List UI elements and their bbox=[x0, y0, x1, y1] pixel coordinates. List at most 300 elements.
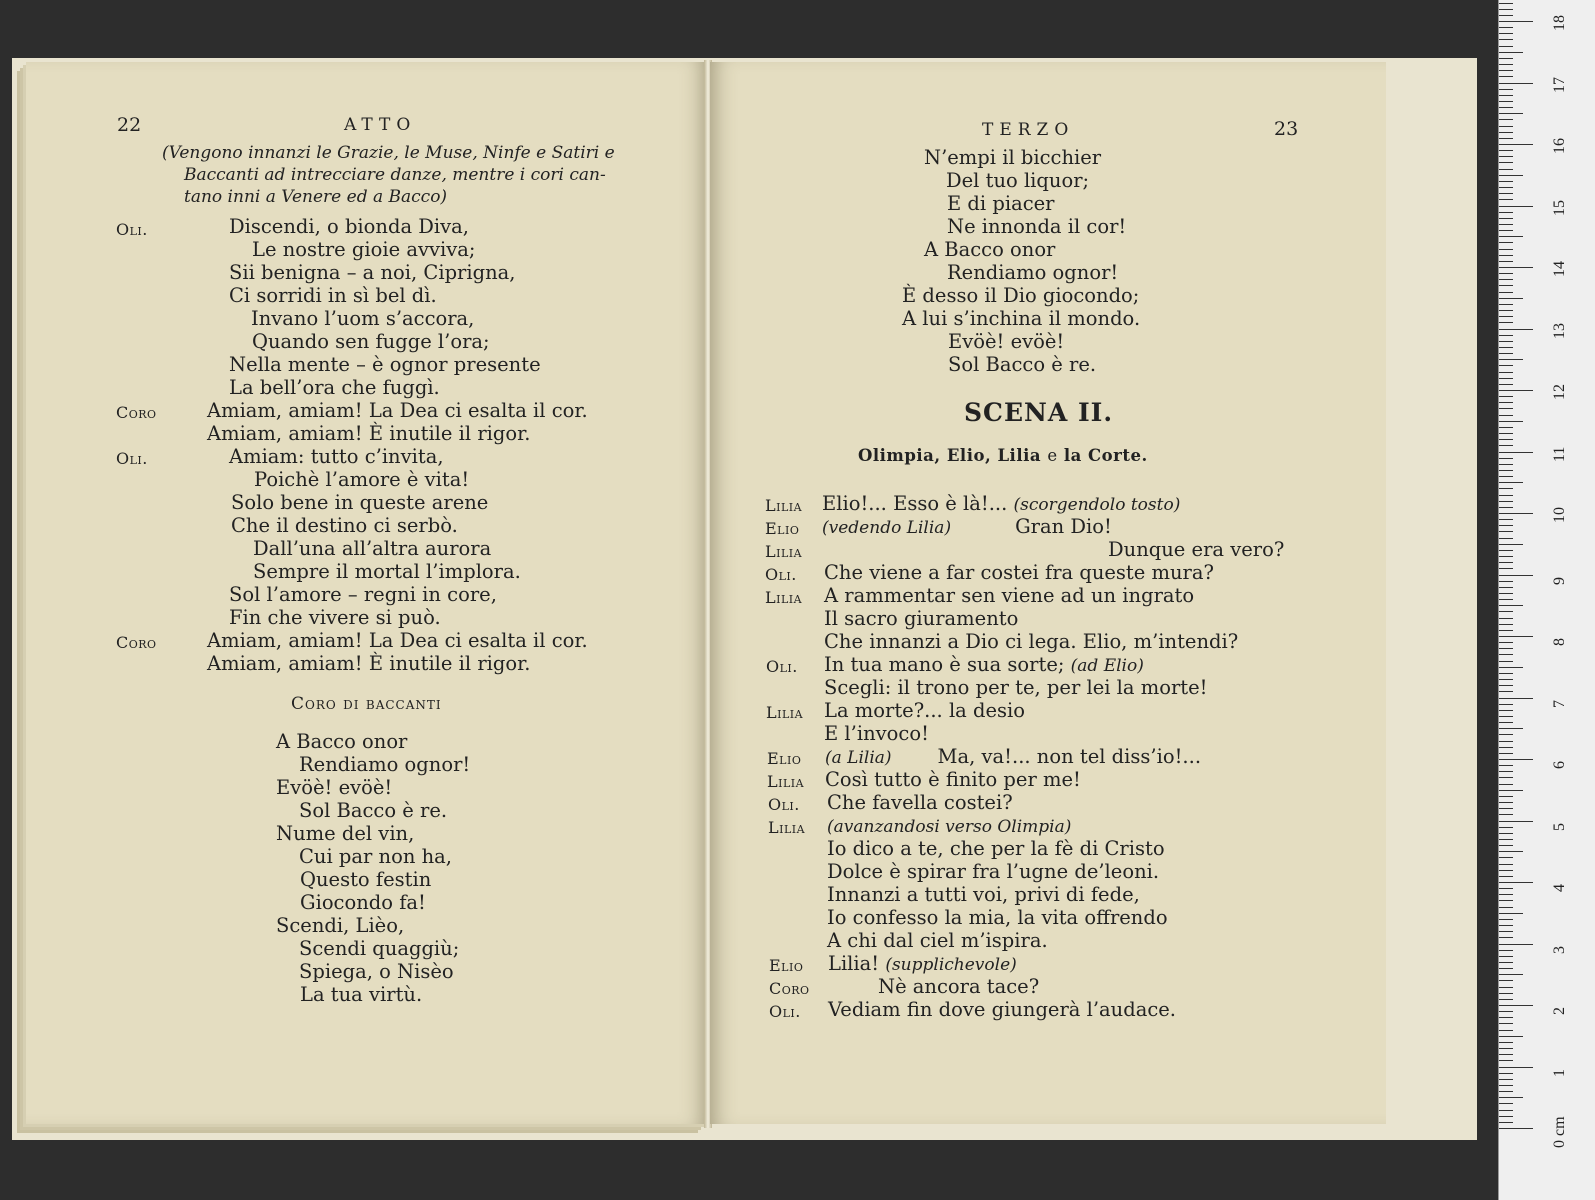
verse-line: Poichè l’amore è vita! bbox=[254, 468, 470, 491]
chorus-verse: Cui par non ha, bbox=[299, 845, 452, 868]
chorus-heading: Coro di baccanti bbox=[291, 694, 442, 714]
ruler-tick bbox=[1499, 224, 1513, 225]
ruler-tick bbox=[1499, 113, 1523, 114]
speaker-label: Coro bbox=[116, 633, 157, 652]
ruler-tick bbox=[1499, 857, 1513, 858]
characters-line bbox=[858, 446, 1148, 465]
ruler-tick bbox=[1499, 347, 1513, 348]
characters-names: Olimpia, Elio, Lilia bbox=[858, 446, 1042, 465]
ruler-tick bbox=[1499, 70, 1513, 71]
ruler-number: 3 bbox=[1551, 945, 1568, 954]
verse-line: Amiam: tutto c’invita, bbox=[229, 445, 444, 468]
ruler-tick bbox=[1499, 402, 1513, 403]
speaker-label: Elio bbox=[769, 956, 804, 975]
ruler-tick bbox=[1499, 421, 1523, 422]
ruler-tick bbox=[1499, 261, 1513, 262]
ruler-tick bbox=[1499, 452, 1533, 453]
stage-direction-line: (Vengono innanzi le Grazie, le Muse, Ninfe e Satiri e bbox=[162, 143, 615, 163]
running-head-left: ATTO bbox=[344, 115, 417, 135]
ruler-tick bbox=[1499, 384, 1513, 385]
ruler-tick bbox=[1499, 378, 1513, 379]
verse-line: E di piacer bbox=[947, 192, 1055, 215]
ruler-tick bbox=[1499, 507, 1513, 508]
ruler-number: 10 bbox=[1551, 507, 1568, 523]
ruler-tick bbox=[1499, 937, 1513, 938]
ruler-tick bbox=[1499, 704, 1513, 705]
ruler-tick bbox=[1499, 39, 1513, 40]
ruler-tick bbox=[1499, 21, 1533, 22]
ruler-tick bbox=[1499, 710, 1513, 711]
ruler-tick bbox=[1499, 329, 1533, 330]
dialogue-line: Dunque era vero? bbox=[1108, 538, 1285, 561]
dialogue-text: In tua mano è sua sorte; bbox=[824, 653, 1065, 676]
verse-line: È desso il Dio giocondo; bbox=[902, 284, 1140, 307]
speaker-label: Lilia bbox=[766, 703, 804, 722]
dialogue-line: Io dico a te, che per la fè di Cristo bbox=[827, 837, 1165, 860]
ruler-tick bbox=[1499, 1036, 1523, 1037]
ruler-tick bbox=[1499, 353, 1513, 354]
ruler-tick bbox=[1499, 747, 1513, 748]
ruler-tick bbox=[1499, 193, 1513, 194]
ruler-tick bbox=[1499, 1128, 1533, 1129]
verse-line: Amiam, amiam! È inutile il rigor. bbox=[207, 652, 531, 675]
ruler-tick bbox=[1499, 784, 1513, 785]
ruler-tick bbox=[1499, 212, 1513, 213]
ruler-tick bbox=[1499, 458, 1513, 459]
dialogue-line: Che favella costei? bbox=[827, 791, 1013, 814]
speaker-label: Oli. bbox=[766, 657, 798, 676]
dialogue-line: Vediam fin dove giungerà l’audace. bbox=[828, 998, 1177, 1021]
ruler-tick bbox=[1499, 150, 1513, 151]
ruler-tick bbox=[1499, 1085, 1513, 1086]
stage-direction: (a Lilia) bbox=[825, 748, 892, 768]
ruler-tick bbox=[1499, 83, 1533, 84]
ruler-tick bbox=[1499, 1017, 1513, 1018]
ruler-tick bbox=[1499, 175, 1523, 176]
ruler-tick bbox=[1499, 685, 1513, 686]
ruler-tick bbox=[1499, 390, 1533, 391]
ruler-tick bbox=[1499, 89, 1513, 90]
ruler-tick bbox=[1499, 673, 1513, 674]
speaker-label: Oli. bbox=[116, 449, 148, 468]
verse-line: Quando sen fugge l’ora; bbox=[252, 330, 490, 353]
ruler-tick bbox=[1499, 273, 1513, 274]
ruler-tick bbox=[1499, 864, 1513, 865]
dialogue-line: Io confesso la mia, la vita offrendo bbox=[827, 906, 1168, 929]
dialogue-line: Che innanzi a Dio ci lega. Elio, m’intendi? bbox=[824, 630, 1239, 653]
speaker-label: Coro bbox=[116, 403, 157, 422]
ruler-tick bbox=[1499, 999, 1513, 1000]
ruler-tick bbox=[1499, 101, 1513, 102]
dialogue-line: Dolce è spirar fra l’ugne de’leoni. bbox=[827, 860, 1160, 883]
chorus-verse: Evöè! evöè! bbox=[276, 776, 393, 799]
chorus-verse: Rendiamo ognor! bbox=[299, 753, 471, 776]
ruler-tick bbox=[1499, 408, 1513, 409]
ruler-number: 7 bbox=[1551, 699, 1568, 708]
ruler-tick bbox=[1499, 968, 1513, 969]
ruler-tick bbox=[1499, 1116, 1513, 1117]
ruler-tick bbox=[1499, 870, 1513, 871]
speaker-label: Coro bbox=[769, 979, 810, 998]
dialogue-line: Innanzi a tutti voi, privi di fede, bbox=[827, 883, 1140, 906]
dialogue-line: Nè ancora tace? bbox=[878, 975, 1040, 998]
ruler-tick bbox=[1499, 310, 1513, 311]
speaker-label: Elio bbox=[765, 519, 800, 538]
ruler-tick bbox=[1499, 1048, 1513, 1049]
verse-line: Dall’una all’altra aurora bbox=[253, 537, 492, 560]
ruler-number: 16 bbox=[1551, 138, 1568, 154]
verse-line: Discendi, o bionda Diva, bbox=[229, 215, 469, 238]
dialogue-text: Gran Dio! bbox=[1015, 515, 1112, 538]
ruler-tick bbox=[1499, 470, 1513, 471]
ruler-tick bbox=[1499, 1091, 1513, 1092]
ruler-number: 18 bbox=[1551, 15, 1568, 31]
ruler-tick bbox=[1499, 1097, 1523, 1098]
ruler-tick bbox=[1499, 249, 1513, 250]
scene-heading: SCENA II. bbox=[964, 398, 1114, 427]
ruler-tick bbox=[1499, 913, 1523, 914]
ruler-tick bbox=[1499, 888, 1513, 889]
ruler-tick bbox=[1499, 568, 1513, 569]
dialogue-text: Ma, va!... non tel diss’io!... bbox=[937, 745, 1202, 768]
ruler-tick bbox=[1499, 667, 1523, 668]
ruler-tick bbox=[1499, 236, 1523, 237]
ruler-tick bbox=[1499, 445, 1513, 446]
ruler-tick bbox=[1499, 642, 1513, 643]
ruler-tick bbox=[1499, 279, 1513, 280]
dialogue-line: Scegli: il trono per te, per lei la morte! bbox=[824, 676, 1208, 699]
ruler-number: 13 bbox=[1551, 322, 1568, 339]
ruler-tick bbox=[1499, 716, 1513, 717]
ruler-tick bbox=[1499, 987, 1513, 988]
ruler-tick bbox=[1499, 33, 1513, 34]
ruler-tick bbox=[1499, 415, 1513, 416]
page-number-left: 22 bbox=[117, 114, 142, 136]
ruler-tick bbox=[1499, 242, 1513, 243]
chorus-verse: Spiega, o Nisèo bbox=[299, 960, 454, 983]
ruler-tick bbox=[1499, 76, 1513, 77]
ruler-tick bbox=[1499, 900, 1513, 901]
ruler-tick bbox=[1499, 722, 1513, 723]
ruler-tick bbox=[1499, 796, 1513, 797]
ruler-tick bbox=[1499, 907, 1513, 908]
verse-line: Sol Bacco è re. bbox=[948, 353, 1097, 376]
verse-line: Ne innonda il cor! bbox=[947, 215, 1127, 238]
ruler-tick bbox=[1499, 759, 1533, 760]
dialogue-text: Lilia! bbox=[828, 952, 880, 975]
ruler-tick bbox=[1499, 162, 1513, 163]
ruler-tick bbox=[1499, 827, 1513, 828]
ruler-tick bbox=[1499, 556, 1513, 557]
ruler-tick bbox=[1499, 919, 1513, 920]
verse-line: Amiam, amiam! La Dea ci esalta il cor. bbox=[207, 399, 588, 422]
ruler-tick bbox=[1499, 144, 1533, 145]
ruler-tick bbox=[1499, 728, 1523, 729]
ruler-tick bbox=[1499, 661, 1513, 662]
ruler-tick bbox=[1499, 734, 1513, 735]
verse-line: Del tuo liquor; bbox=[946, 169, 1090, 192]
speaker-label: Lilia bbox=[765, 588, 803, 607]
ruler-tick bbox=[1499, 550, 1513, 551]
ruler-tick bbox=[1499, 181, 1513, 182]
ruler-tick bbox=[1499, 132, 1513, 133]
ruler-tick bbox=[1499, 27, 1513, 28]
dialogue-line bbox=[822, 493, 1180, 516]
ruler-tick bbox=[1499, 777, 1513, 778]
ruler-tick bbox=[1499, 488, 1513, 489]
ruler-tick bbox=[1499, 107, 1513, 108]
dialogue-text: Elio!... Esso è là!... bbox=[822, 492, 1008, 515]
ruler-tick bbox=[1499, 1110, 1513, 1111]
ruler-tick bbox=[1499, 138, 1513, 139]
verse-line: A Bacco onor bbox=[924, 238, 1056, 261]
ruler-tick bbox=[1499, 845, 1513, 846]
ruler-tick bbox=[1499, 64, 1513, 65]
ruler-tick bbox=[1499, 624, 1513, 625]
ruler-tick bbox=[1499, 396, 1513, 397]
ruler-tick bbox=[1499, 839, 1513, 840]
ruler-tick bbox=[1499, 501, 1513, 502]
ruler-tick bbox=[1499, 931, 1513, 932]
chorus-verse: Scendi, Lièo, bbox=[276, 914, 405, 937]
ruler-tick bbox=[1499, 698, 1533, 699]
ruler-tick bbox=[1499, 575, 1533, 576]
ruler-tick bbox=[1499, 126, 1513, 127]
ruler-tick bbox=[1499, 593, 1513, 594]
ruler-tick bbox=[1499, 833, 1513, 834]
verse-line: Fin che vivere si può. bbox=[229, 606, 441, 629]
speaker-label: Oli. bbox=[768, 795, 800, 814]
verse-line: Evöè! evöè! bbox=[948, 330, 1065, 353]
ruler-tick bbox=[1499, 476, 1513, 477]
ruler-tick bbox=[1499, 1042, 1513, 1043]
stage-direction: (vedendo Lilia) bbox=[822, 518, 952, 538]
ruler-tick bbox=[1499, 525, 1513, 526]
ruler-number: 14 bbox=[1551, 261, 1568, 277]
ruler-tick bbox=[1499, 156, 1513, 157]
ruler-tick bbox=[1499, 1023, 1513, 1024]
ruler-tick bbox=[1499, 169, 1513, 170]
ruler-tick bbox=[1499, 894, 1513, 895]
ruler-tick bbox=[1499, 630, 1513, 631]
ruler-tick bbox=[1499, 562, 1513, 563]
ruler-tick bbox=[1499, 439, 1513, 440]
stage-direction-line: Baccanti ad intrecciare danze, mentre i cori can- bbox=[184, 165, 606, 185]
ruler-tick bbox=[1499, 304, 1513, 305]
ruler-tick bbox=[1499, 372, 1513, 373]
ruler-tick bbox=[1499, 322, 1513, 323]
ruler-tick bbox=[1499, 950, 1513, 951]
ruler-tick bbox=[1499, 58, 1513, 59]
ruler-number: 12 bbox=[1551, 384, 1568, 400]
ruler-tick bbox=[1499, 821, 1533, 822]
ruler-number: 8 bbox=[1551, 638, 1568, 646]
ruler-tick bbox=[1499, 495, 1513, 496]
dialogue-line: Così tutto è finito per me! bbox=[825, 768, 1081, 791]
dialogue-line: A chi dal ciel m’ispira. bbox=[827, 929, 1048, 952]
ruler-tick bbox=[1499, 531, 1513, 532]
dialogue-line: E l’invoco! bbox=[824, 722, 929, 745]
verse-line: Sempre il mortal l’implora. bbox=[253, 560, 521, 583]
verse-line: Le nostre gioie avviva; bbox=[252, 238, 476, 261]
characters-court: la Corte. bbox=[1063, 446, 1148, 465]
ruler-tick bbox=[1499, 316, 1513, 317]
ruler-tick bbox=[1499, 52, 1523, 53]
ruler-tick bbox=[1499, 464, 1513, 465]
ruler-tick bbox=[1499, 636, 1533, 637]
ruler-tick bbox=[1499, 1060, 1513, 1061]
stage-direction-line: tano inni a Venere ed a Bacco) bbox=[184, 187, 448, 207]
verse-line: Sol l’amore – regni in core, bbox=[229, 583, 497, 606]
ruler-tick bbox=[1499, 741, 1513, 742]
stage-direction: (supplichevole) bbox=[885, 955, 1017, 975]
verse-line: Che il destino ci serbò. bbox=[231, 514, 458, 537]
ruler-tick bbox=[1499, 218, 1513, 219]
ruler-tick bbox=[1499, 1005, 1533, 1006]
ruler-tick bbox=[1499, 544, 1523, 545]
characters-conjunction: e bbox=[1047, 446, 1058, 465]
ruler-tick bbox=[1499, 654, 1513, 655]
ruler-tick bbox=[1499, 802, 1513, 803]
chorus-verse: Sol Bacco è re. bbox=[299, 799, 448, 822]
verse-line: Solo bene in queste arene bbox=[231, 491, 489, 514]
ruler-tick bbox=[1499, 679, 1513, 680]
ruler-tick bbox=[1499, 206, 1533, 207]
ruler-tick bbox=[1499, 974, 1523, 975]
ruler-tick bbox=[1499, 1054, 1513, 1055]
ruler-tick bbox=[1499, 944, 1533, 945]
dialogue-line bbox=[822, 516, 1112, 539]
ruler-tick bbox=[1499, 808, 1513, 809]
verse-line: Sii benigna – a noi, Ciprigna, bbox=[229, 261, 516, 284]
ruler-tick bbox=[1499, 538, 1513, 539]
ruler-number: 15 bbox=[1551, 199, 1568, 216]
ruler-tick bbox=[1499, 581, 1513, 582]
ruler-tick bbox=[1499, 15, 1513, 16]
ruler-tick bbox=[1499, 925, 1513, 926]
ruler-tick bbox=[1499, 341, 1513, 342]
ruler-tick bbox=[1499, 482, 1523, 483]
speaker-label: Oli. bbox=[116, 220, 148, 239]
verse-line: Amiam, amiam! La Dea ci esalta il cor. bbox=[207, 629, 588, 652]
ruler-tick bbox=[1499, 1079, 1513, 1080]
speaker-label: Lilia bbox=[765, 542, 803, 561]
ruler-number: 1 bbox=[1551, 1068, 1568, 1077]
verse-line: Ci sorridi in sì bel dì. bbox=[229, 284, 437, 307]
ruler-tick bbox=[1499, 199, 1513, 200]
ruler-number: 17 bbox=[1551, 76, 1568, 93]
chorus-verse: Questo festin bbox=[300, 868, 432, 891]
speaker-label: Lilia bbox=[768, 818, 806, 837]
ruler-unit-label: 0 cm bbox=[1551, 1116, 1568, 1148]
ruler-tick bbox=[1499, 230, 1513, 231]
chorus-verse: La tua virtù. bbox=[300, 983, 423, 1006]
verse-line: Invano l’uom s’accora, bbox=[251, 307, 475, 330]
ruler-tick bbox=[1499, 1122, 1513, 1123]
ruler-number: 5 bbox=[1551, 822, 1568, 831]
ruler-tick bbox=[1499, 691, 1513, 692]
dialogue-line: La morte?... la desio bbox=[824, 699, 1026, 722]
ruler-tick bbox=[1499, 285, 1513, 286]
ruler-tick bbox=[1499, 267, 1533, 268]
ruler-tick bbox=[1499, 962, 1513, 963]
stage-direction: (ad Elio) bbox=[1070, 656, 1144, 676]
verse-line: La bell’ora che fuggì. bbox=[229, 376, 440, 399]
ruler-tick bbox=[1499, 119, 1513, 120]
ruler-tick bbox=[1499, 359, 1523, 360]
speaker-label: Oli. bbox=[765, 565, 797, 584]
ruler-tick bbox=[1499, 765, 1513, 766]
ruler-tick bbox=[1499, 365, 1513, 366]
ruler-tick bbox=[1499, 95, 1513, 96]
ruler-tick bbox=[1499, 753, 1513, 754]
ruler-tick bbox=[1499, 433, 1513, 434]
ruler-tick bbox=[1499, 292, 1513, 293]
ruler-tick bbox=[1499, 648, 1513, 649]
verse-line: Rendiamo ognor! bbox=[947, 261, 1119, 284]
ruler-tick bbox=[1499, 993, 1513, 994]
dialogue-line: Il sacro giuramento bbox=[824, 607, 1019, 630]
verse-line: N’empi il bicchier bbox=[924, 146, 1102, 169]
stage-direction: (avanzandosi verso Olimpia) bbox=[827, 817, 1072, 837]
speaker-label: Lilia bbox=[765, 496, 803, 515]
ruler-tick bbox=[1499, 255, 1513, 256]
ruler-tick bbox=[1499, 876, 1513, 877]
chorus-verse: A Bacco onor bbox=[276, 730, 408, 753]
page-number-right: 23 bbox=[1274, 118, 1299, 140]
ruler-tick bbox=[1499, 771, 1513, 772]
ruler-tick bbox=[1499, 3, 1513, 4]
ruler-tick bbox=[1499, 605, 1523, 606]
ruler-tick bbox=[1499, 882, 1533, 883]
ruler-tick bbox=[1499, 956, 1513, 957]
dialogue-line: Che viene a far costei fra queste mura? bbox=[824, 561, 1214, 584]
chorus-verse: Scendi quaggiù; bbox=[299, 937, 460, 960]
chorus-verse: Nume del vin, bbox=[276, 822, 415, 845]
verse-line: A lui s’inchina il mondo. bbox=[902, 307, 1141, 330]
ruler-number: 9 bbox=[1551, 576, 1568, 585]
ruler-number: 6 bbox=[1551, 761, 1568, 769]
ruler-tick bbox=[1499, 513, 1533, 514]
ruler-number: 2 bbox=[1551, 1007, 1568, 1015]
ruler-tick bbox=[1499, 1011, 1513, 1012]
ruler-tick bbox=[1499, 1073, 1513, 1074]
ruler-tick bbox=[1499, 298, 1523, 299]
ruler-tick bbox=[1499, 611, 1513, 612]
dialogue-line: A rammentar sen viene ad un ingrato bbox=[824, 584, 1195, 607]
ruler-tick bbox=[1499, 790, 1523, 791]
dialogue-line bbox=[825, 746, 1201, 769]
ruler-tick bbox=[1499, 9, 1513, 10]
ruler-tick bbox=[1499, 1030, 1513, 1031]
stage-direction: (scorgendolo tosto) bbox=[1013, 495, 1181, 515]
verse-line: Nella mente – è ognor presente bbox=[229, 353, 541, 376]
chorus-verse: Giocondo fa! bbox=[300, 891, 426, 914]
ruler-tick bbox=[1499, 814, 1513, 815]
dialogue-line bbox=[824, 654, 1144, 677]
ruler-tick bbox=[1499, 519, 1513, 520]
ruler-tick bbox=[1499, 427, 1513, 428]
ruler-tick bbox=[1499, 1103, 1513, 1104]
speaker-label: Lilia bbox=[767, 772, 805, 791]
ruler-tick bbox=[1499, 851, 1523, 852]
verse-line: Amiam, amiam! È inutile il rigor. bbox=[207, 422, 531, 445]
ruler-tick bbox=[1499, 618, 1513, 619]
ruler-number: 11 bbox=[1551, 446, 1568, 462]
running-head-right: TERZO bbox=[982, 120, 1075, 140]
ruler-number: 4 bbox=[1551, 884, 1568, 892]
ruler-tick bbox=[1499, 46, 1513, 47]
